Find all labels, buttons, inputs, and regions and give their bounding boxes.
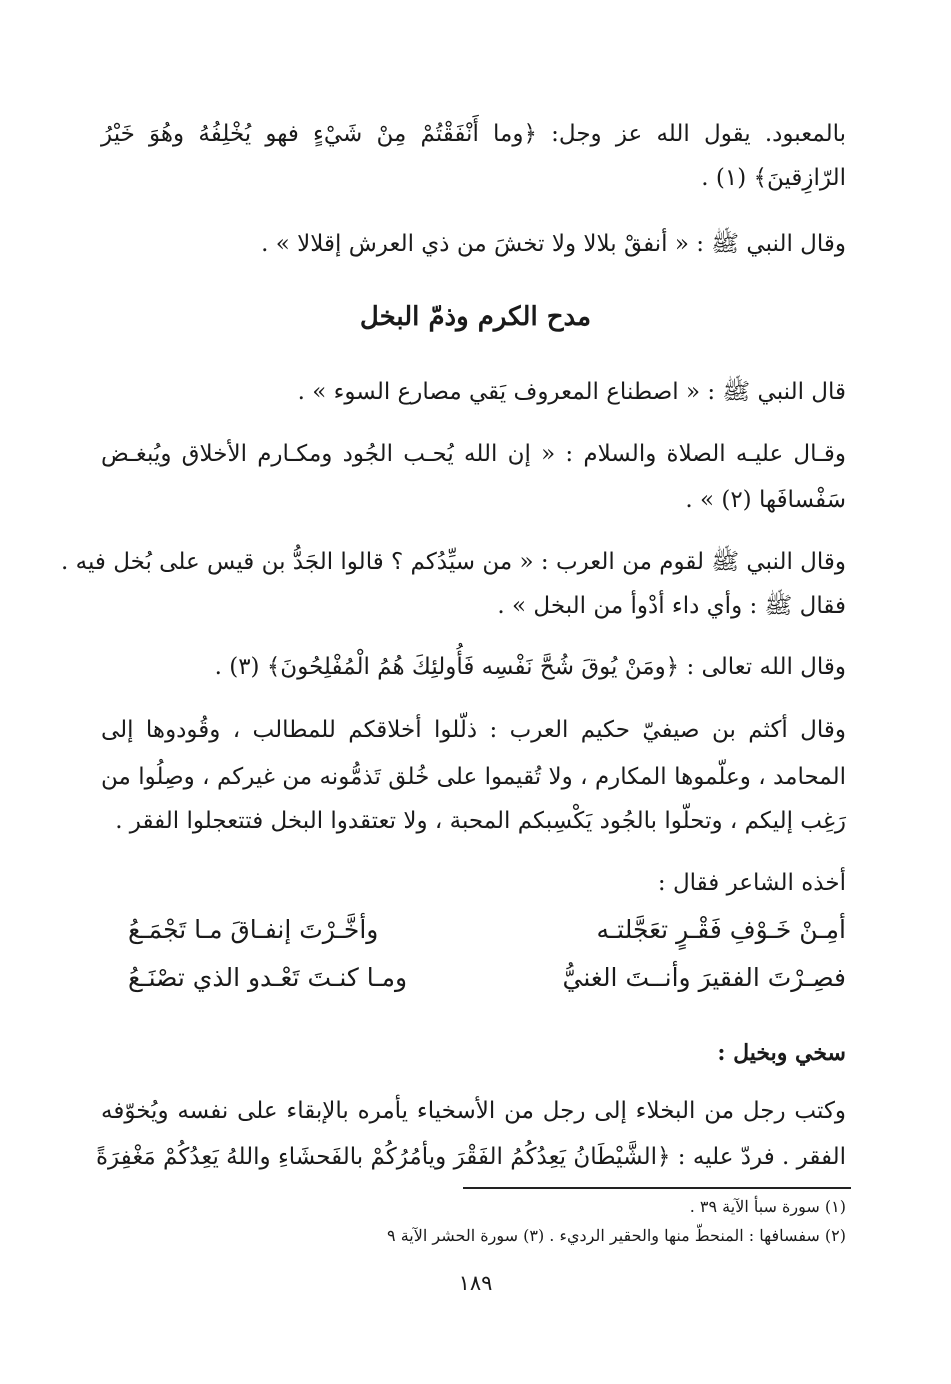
text-line: وقـال عليـه الصلاة والسلام : « إن الله يُحـب الجُود ومكـارم الأخلاق ويُبغـض: [101, 441, 846, 467]
verse-hemistich: وأخَّـرْتَ إنفـاقَ مـا تَجْمَـعُ: [128, 915, 379, 944]
page-number: ١٨٩: [458, 1271, 493, 1295]
text-line: بالمعبود. يقول الله عز وجل: ﴿وما أَنْفَقْتُمْ مِنْ شَيْءٍ فهو يُخْلِفُهُ وهُوَ خَيْرُ: [101, 121, 846, 147]
footnote: (٢) سفسافها : المنحطّ منها والحقير الرديء . (٣) سورة الحشر الآية ٩: [387, 1226, 846, 1245]
section-title: مدح الكرم وذمّ البخل: [359, 302, 592, 332]
text-line: وقال أكثم بن صيفيّ حكيم العرب : ذلّلوا أخلاقكم للمطالب ، وقُودوها إلى: [101, 717, 846, 743]
text-line: وكتب رجل من البخلاء إلى رجل من الأسخياء يأمره بالإبقاء على نفسه ويُخوّفه: [101, 1098, 846, 1124]
subheading: سخي وبخيل :: [717, 1040, 846, 1066]
text-line: قال النبي ﷺ : « اصطناع المعروف يَقي مصارع السوء » .: [297, 379, 846, 405]
text-line: وقال الله تعالى : ﴿ومَنْ يُوقَ شُحَّ نَفْسِه فَأُولئِكَ هُمُ الْمُفْلِحُونَ﴾ (٣) .: [214, 654, 846, 680]
text-line: سَفْسافَها (٢) » .: [685, 487, 846, 513]
text-line: الرّازِقينَ﴾ (١) .: [701, 165, 846, 191]
verse-hemistich: أمِـنْ خَـوْفِ فَقْـرٍ تعَجَّلتـه: [596, 915, 846, 944]
footnote-divider: [463, 1187, 851, 1189]
text-line: رَغِب إليكم ، وتحلّوا بالجُود يَكْسِبكم المحبة ، ولا تعتقدوا البخل فتتعجلوا الفقر .: [115, 808, 846, 834]
text-line: أخذه الشاعر فقال :: [657, 870, 846, 896]
verse-hemistich: ومـا كنـتَ تَعْـدو الذي تصْنَـعُ: [128, 963, 408, 992]
text-line: وقال النبي ﷺ لقوم من العرب : « من سيِّدُكم ؟ قالوا الجَدُّ بن قيس على بُخل فيه .: [61, 549, 846, 575]
text-line: فقال ﷺ : وأي داء أدْوأ من البخل » .: [497, 593, 846, 619]
verse-hemistich: فصِـرْتَ الفقيرَ وأنــتَ الغنيُّ: [562, 963, 846, 992]
text-line: الفقر . فردّ عليه : ﴿الشَّيْطَانُ يَعِدُكُمُ الفَقْرَ ويأمُرُكُمْ بالفَحشَاءِ واللهُ يَعِدُكُمْ مَغْفِرَةً: [95, 1144, 846, 1170]
footnote: (١) سورة سبأ الآية ٣٩ .: [689, 1197, 846, 1216]
text-line: المحامد ، وعلّموها المكارم ، ولا تُقيموا على خُلق تَذمُّونه من غيركم ، وصِلُوا من: [101, 764, 846, 790]
text-line: وقال النبي ﷺ : « أنفقْ بلالا ولا تخشَ من ذي العرش إقلالا » .: [261, 231, 846, 257]
